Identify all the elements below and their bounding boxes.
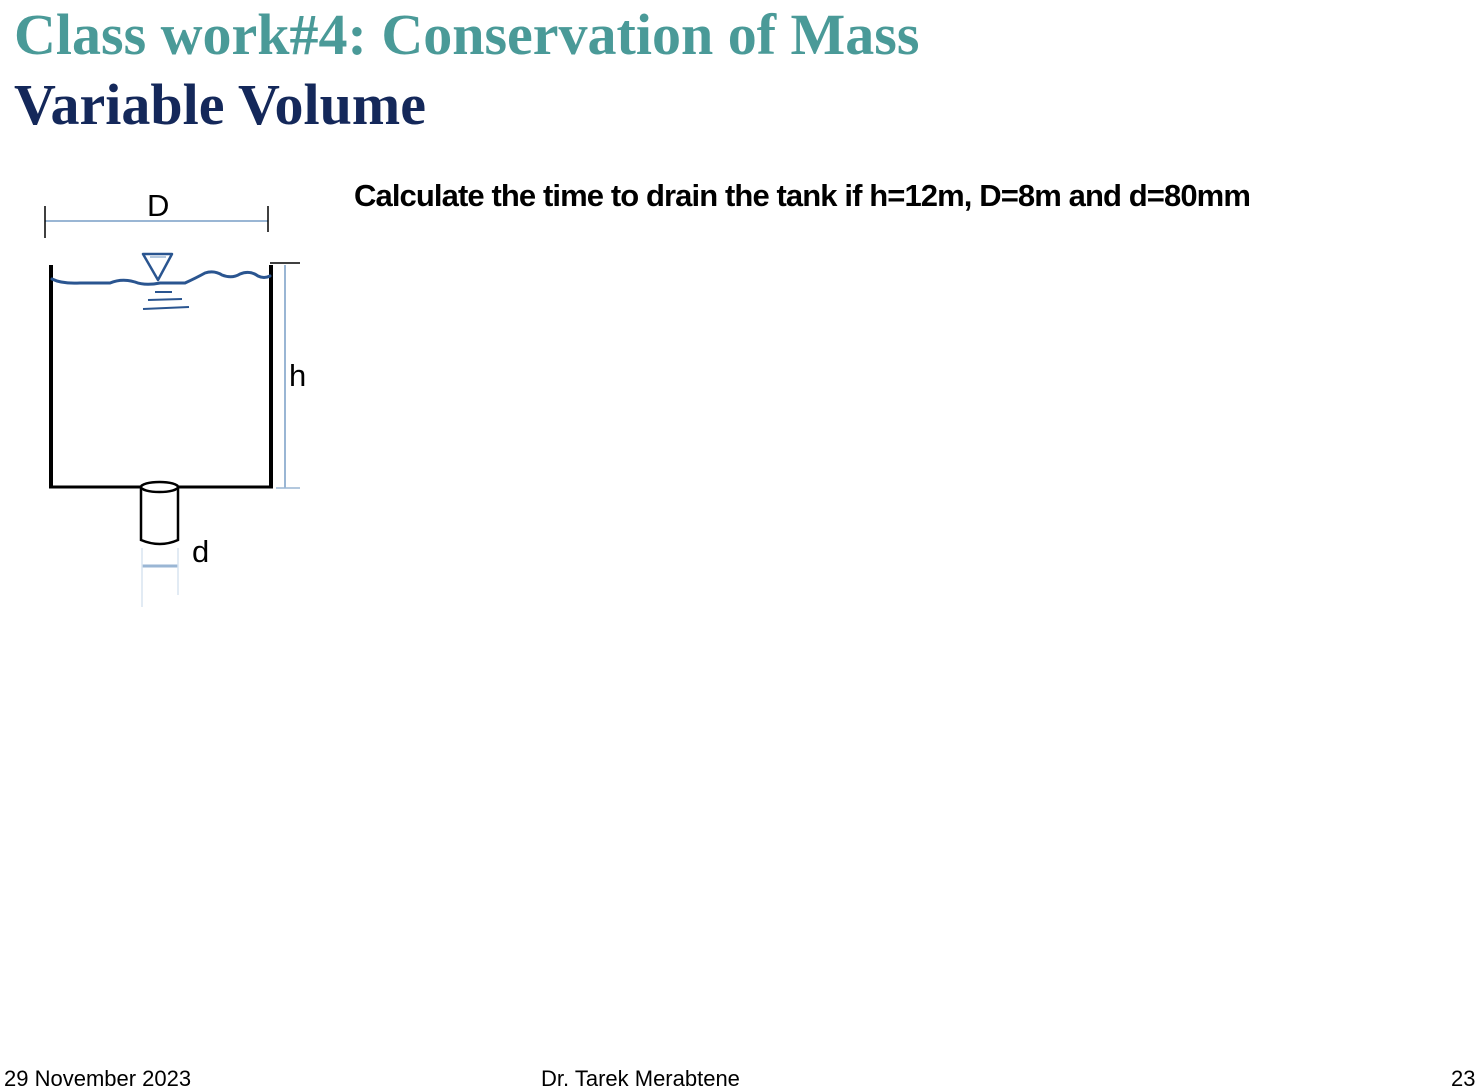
slide-subtitle: Variable Volume bbox=[14, 72, 426, 137]
height-label: h bbox=[289, 358, 307, 393]
outlet-label: d bbox=[192, 534, 210, 569]
diameter-label: D bbox=[147, 188, 170, 223]
footer-author: Dr. Tarek Merabtene bbox=[541, 1066, 740, 1091]
page-number: 23 bbox=[1451, 1066, 1476, 1091]
outlet-pipe bbox=[141, 482, 178, 544]
footer-date: 29 November 2023 bbox=[4, 1066, 192, 1091]
outlet-dimension bbox=[142, 548, 178, 607]
problem-statement: Calculate the time to drain the tank if h=12m, D=8m and d=80mm bbox=[354, 178, 1250, 213]
tank-diagram bbox=[0, 0, 360, 620]
slide-title: Class work#4: Conservation of Mass bbox=[14, 2, 920, 67]
tank-outline bbox=[49, 265, 273, 488]
